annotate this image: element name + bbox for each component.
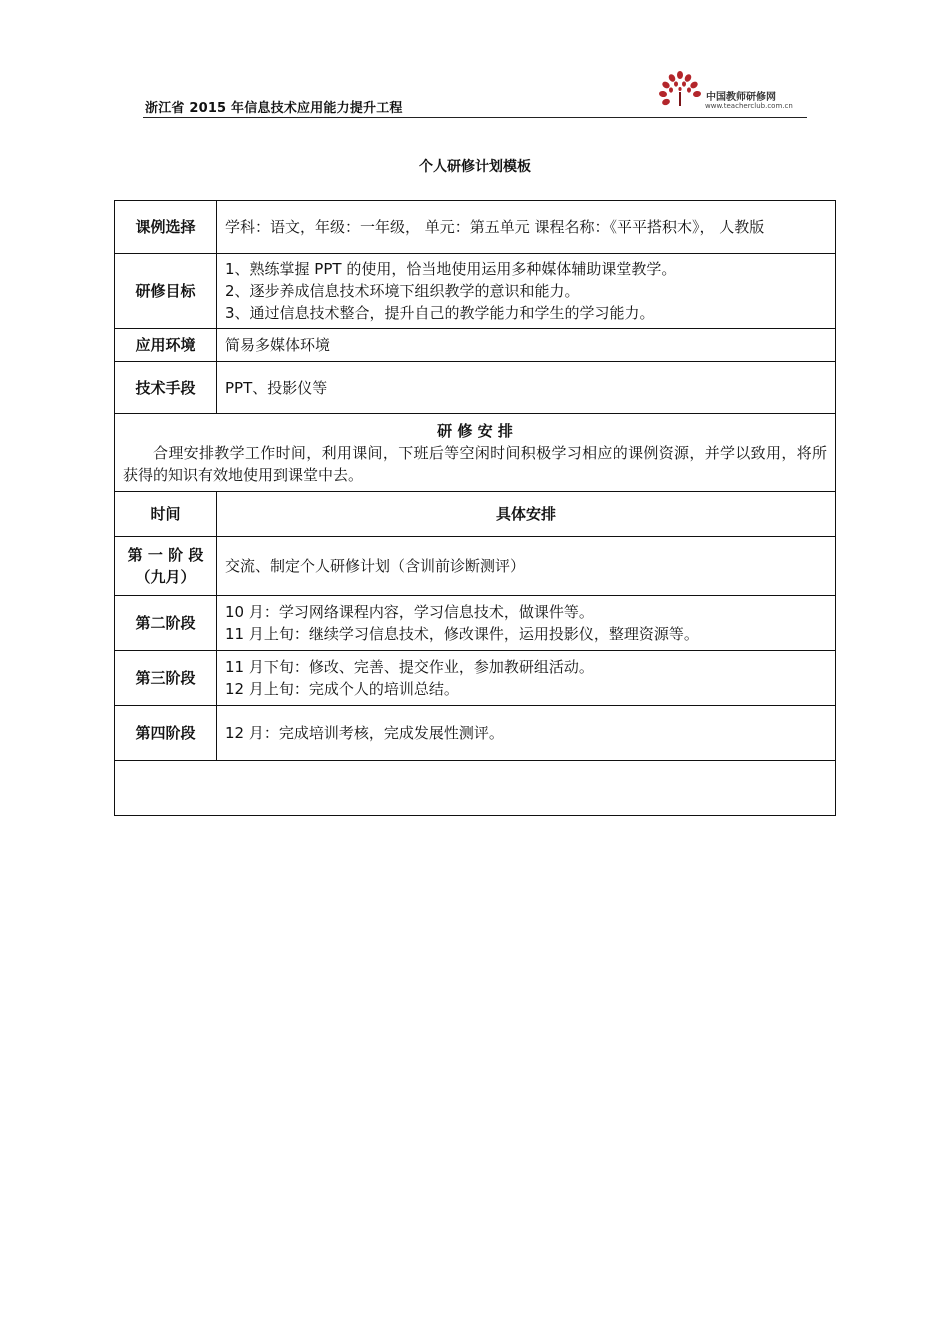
arrangement-cell — [115, 414, 836, 492]
logo-brand: 中国教师研修网 — [706, 92, 776, 103]
arrangement-heading: 研 修 安 排 — [437, 421, 513, 440]
logo — [656, 68, 816, 118]
row-label: 应用环境 — [115, 329, 217, 362]
stage-label: 第四阶段 — [115, 706, 217, 761]
empty-cell — [115, 761, 836, 816]
stage-label: 第二阶段 — [115, 596, 217, 651]
document-title: 个人研修计划模板 — [419, 159, 531, 175]
stage-content — [217, 706, 836, 761]
teacherclub-logo-icon — [656, 70, 704, 112]
content-line: PPT、投影仪等 — [225, 378, 328, 397]
stage-content — [217, 596, 836, 651]
content-line: 12 月：完成培训考核，完成发展性测评。 — [225, 724, 504, 742]
table-row — [115, 201, 836, 254]
logo-url: www.teacherclub.com.cn — [705, 102, 793, 110]
schedule-row — [115, 651, 836, 706]
content-line: 12 月上旬：完成个人的培训总结。 — [225, 680, 459, 698]
content-line: 1、熟练掌握 PPT 的使用，恰当地使用运用多种媒体辅助课堂教学。 — [225, 260, 677, 278]
arrangement-description: 合理安排教学工作时间，利用课间，下班后等空闲时间积极学习相应的课例资源，并学以致用，将所获得的知识有效地使用到课堂中去。 — [123, 443, 827, 484]
row-content — [217, 254, 836, 329]
stage-content — [217, 537, 836, 596]
content-line: 3、通过信息技术整合，提升自己的教学能力和学生的学习能力。 — [225, 304, 655, 322]
table-row — [115, 254, 836, 329]
content-line: 11 月上旬：继续学习信息技术，修改课件，运用投影仪，整理资源等。 — [225, 625, 699, 643]
row-label: 课例选择 — [115, 201, 217, 254]
stage-label: 第三阶段 — [115, 651, 217, 706]
content-line: 学科：语文，年级：一年级， 单元：第五单元 课程名称：《平平搭积木》， 人教版 — [225, 218, 765, 236]
schedule-header-row — [115, 492, 836, 537]
project-title: 浙江省 2015 年信息技术应用能力提升工程 — [145, 101, 403, 116]
row-label: 技术手段 — [115, 362, 217, 414]
schedule-row — [115, 596, 836, 651]
row-content — [217, 329, 836, 362]
content-line: 10 月：学习网络课程内容，学习信息技术，做课件等。 — [225, 603, 594, 621]
row-label: 研修目标 — [115, 254, 217, 329]
plan-table — [114, 200, 836, 816]
plan-header: 具体安排 — [217, 492, 836, 537]
content-line: 11 月下旬：修改、完善、提交作业，参加教研组活动。 — [225, 658, 594, 676]
row-content — [217, 362, 836, 414]
content-line: 简易多媒体环境 — [225, 336, 331, 354]
stage-content — [217, 651, 836, 706]
content-line: 交流、制定个人研修计划（含训前诊断测评） — [225, 557, 526, 575]
table-row — [115, 362, 836, 414]
stage-label: 第 一 阶 段（九月） — [115, 537, 217, 596]
content-line: 2、逐步养成信息技术环境下组织教学的意识和能力。 — [225, 282, 580, 300]
empty-row — [115, 761, 836, 816]
arrangement-row — [115, 414, 836, 492]
row-content — [217, 201, 836, 254]
table-row — [115, 329, 836, 362]
schedule-row — [115, 706, 836, 761]
schedule-row — [115, 537, 836, 596]
time-header: 时间 — [115, 492, 217, 537]
